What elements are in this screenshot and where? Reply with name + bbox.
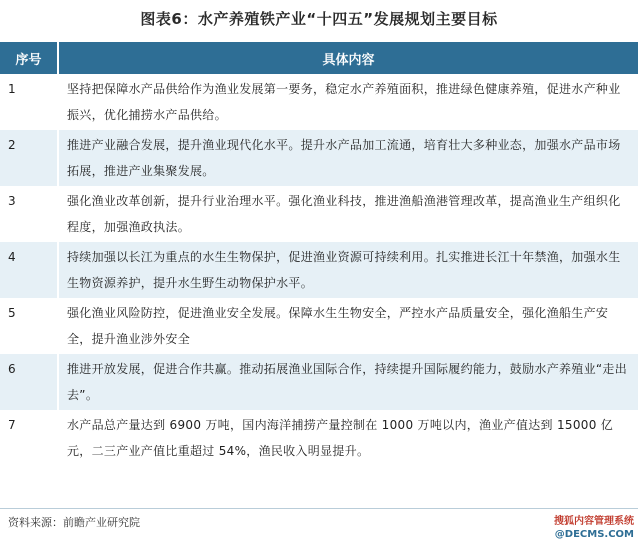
table-header-row bbox=[0, 42, 638, 74]
row-content: 推进产业融合发展，提升渔业现代化水平。提升水产品加工流通，培育壮大多种业态，加强水产品市场拓展，推进产业集聚发展。 bbox=[59, 130, 638, 186]
row-content: 强化渔业改革创新，提升行业治理水平。强化渔业科技，推进渔船渔港管理改革，提高渔业生产组织化程度，加强渔政执法。 bbox=[59, 186, 638, 242]
row-content: 坚持把保障水产品供给作为渔业发展第一要务，稳定水产养殖面积，推进绿色健康养殖，促进水产种业振兴，优化捕捞水产品供给。 bbox=[59, 74, 638, 130]
row-index: 5 bbox=[0, 298, 59, 354]
row-index: 7 bbox=[0, 410, 59, 466]
row-content: 推进开放发展，促进合作共赢。推动拓展渔业国际合作，持续提升国际履约能力，鼓励水产养殖业“走出去”。 bbox=[59, 354, 638, 410]
watermark-line2: @DECMS.COM bbox=[554, 529, 634, 540]
row-index: 3 bbox=[0, 186, 59, 242]
table-row bbox=[0, 74, 638, 130]
chart-title: 图表6：水产养殖铁产业“十四五”发展规划主要目标 bbox=[140, 10, 498, 28]
row-content: 水产品总产量达到 6900 万吨，国内海洋捕捞产量控制在 1000 万吨以内，渔业产值达到 15000 亿元，二三产业产值比重超过 54%，渔民收入明显提升。 bbox=[59, 410, 638, 466]
watermark-line1: 搜狐内容管理系统 bbox=[554, 516, 634, 527]
row-index: 4 bbox=[0, 242, 59, 298]
table-row bbox=[0, 242, 638, 298]
header-content: 具体内容 bbox=[59, 42, 638, 74]
table-row bbox=[0, 298, 638, 354]
table-row bbox=[0, 130, 638, 186]
watermark-logo bbox=[554, 515, 634, 541]
row-index: 2 bbox=[0, 130, 59, 186]
table-row bbox=[0, 354, 638, 410]
source-note: 资料来源：前瞻产业研究院 bbox=[8, 516, 140, 529]
row-content: 强化渔业风险防控，促进渔业安全发展。保障水生生物安全，严控水产品质量安全，强化渔船生产安全，提升渔业涉外安全 bbox=[59, 298, 638, 354]
table-row bbox=[0, 410, 638, 466]
row-index: 6 bbox=[0, 354, 59, 410]
row-index: 1 bbox=[0, 74, 59, 130]
goals-table bbox=[0, 42, 638, 466]
header-index: 序号 bbox=[0, 42, 59, 74]
bottom-divider bbox=[0, 508, 638, 509]
table-row bbox=[0, 186, 638, 242]
row-content: 持续加强以长江为重点的水生生物保护，促进渔业资源可持续利用。扎实推进长江十年禁渔，加强水生生物资源养护，提升水生野生动物保护水平。 bbox=[59, 242, 638, 298]
